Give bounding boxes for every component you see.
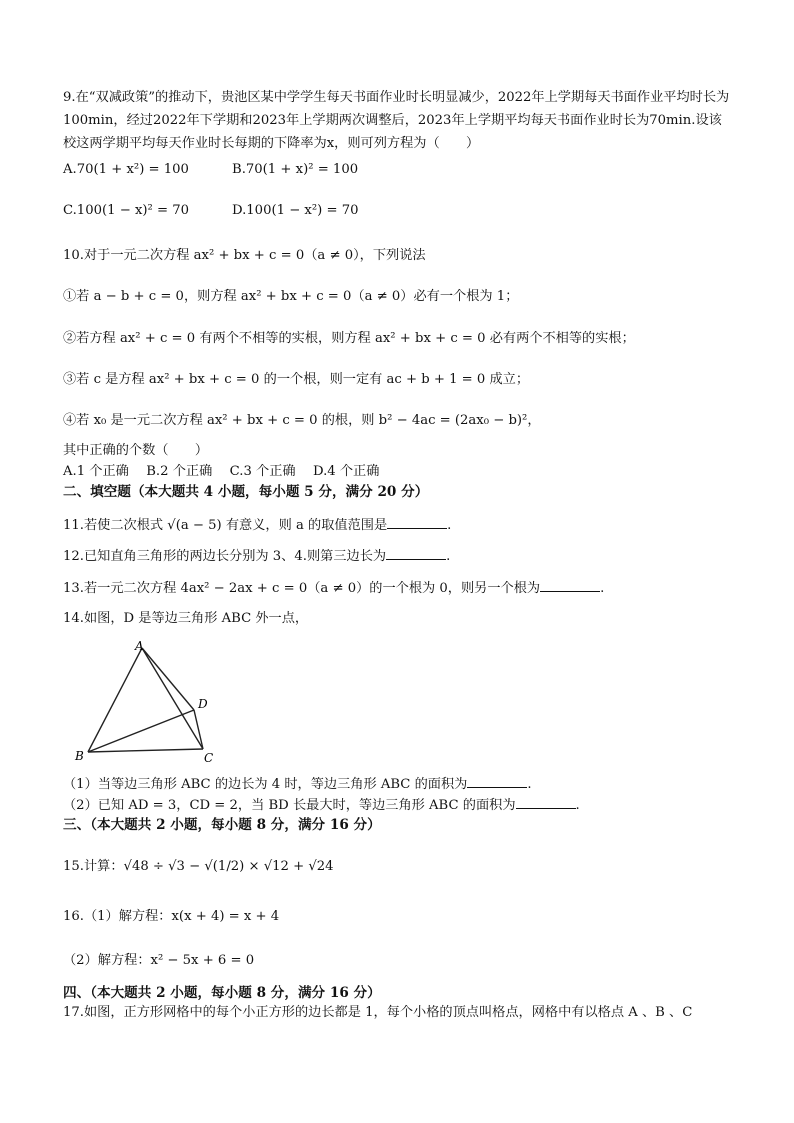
q10-stem: 10.对于一元二次方程 ax² + bx + c = 0（a ≠ 0），下列说法 [63,248,426,263]
q9-option-a: A.70(1 + x²) = 100 [63,162,189,177]
section-2-heading: 二、填空题（本大题共 4 小题，每小题 5 分，满分 20 分） [63,484,429,500]
q11 [63,515,451,536]
q14-part-1-answer-blank[interactable] [467,774,527,788]
q11-text: 11.若使二次根式 √(a − 5) 有意义，则 a 的取值范围是 [63,518,388,533]
q10-options: A.1 个正确 B.2 个正确 C.3 个正确 D.4 个正确 [63,464,380,479]
segment-ad [142,648,194,710]
q10-statement-1: ①若 a − b + c = 0，则方程 ax² + bx + c = 0（a ≠ 0）必有一个根为 1； [63,289,519,304]
q9-stem: 9.在“双减政策”的推动下，贵池区某中学学生每天书面作业时长明显减少，2022年上学期每天书面作业平均时长为100min，经过2022年下学期和2023年上学期两次调整后，2023年上学期平均每天书面作业时长为70min.设该校这两学期平均每天作业时长每期的下降率为x，则可列方程为（ ） [63,90,730,151]
q14-stem: 14.如图，D 是等边三角形 ABC 外一点， [63,611,309,626]
q13-answer-blank[interactable] [540,578,600,592]
q16-part-1: 16.（1）解方程：x(x + 4) = x + 4 [63,909,280,924]
q10-ask: 其中正确的个数（ ） [63,443,209,458]
q14-triangle-figure [70,638,230,770]
q9-option-c: C.100(1 − x)² = 70 [63,203,190,218]
q12 [63,546,450,567]
q14-part-2-answer-blank[interactable] [516,795,576,809]
q15: 15.计算：√48 ÷ √3 − √(1/2) × √12 + √24 [63,859,334,874]
segment-ab [88,648,142,752]
q10-statement-3: ③若 c 是方程 ax² + bx + c = 0 的一个根，则一定有 ac + b + 1 = 0 成立； [63,372,530,387]
q14-part-1-text: （1）当等边三角形 ABC 的边长为 4 时，等边三角形 ABC 的面积为 [63,777,468,792]
q14-part-2-end: . [575,798,580,813]
q14-part-2 [63,795,580,816]
q11-end: . [447,518,452,533]
q10-statement-4: ④若 x₀ 是一元二次方程 ax² + bx + c = 0 的根，则 b² − 4ac = (2ax₀ − b)²， [63,413,541,428]
vertex-label-a: A [135,639,144,653]
q10-statement-2: ②若方程 ax² + c = 0 有两个不相等的实根，则方程 ax² + bx + c = 0 必有两个不相等的实根； [63,331,635,346]
vertex-label-b: B [75,749,84,763]
section-4-heading: 四、（本大题共 2 小题，每小题 8 分，满分 16 分） [63,985,381,1001]
q13-text: 13.若一元二次方程 4ax² − 2ax + c = 0（a ≠ 0）的一个根为 0，则另一个根为 [63,581,541,596]
q9-option-d: D.100(1 − x²) = 70 [232,203,359,218]
q11-answer-blank[interactable] [387,515,447,529]
section-3-heading: 三、（本大题共 2 小题，每小题 8 分，满分 16 分） [63,817,381,833]
q12-answer-blank[interactable] [386,546,446,560]
segment-bc [88,749,203,752]
segment-ac [142,648,203,749]
q12-text: 12.已知直角三角形的两边长分别为 3、4.则第三边长为 [63,549,387,564]
q17-stem: 17.如图，正方形网格中的每个小正方形的边长都是 1，每个小格的顶点叫格点，网格中有以格点 A 、B 、C [63,1005,693,1020]
vertex-label-d: D [198,697,208,711]
q9-option-b: B.70(1 + x)² = 100 [232,162,359,177]
q14-part-1 [63,774,532,795]
q14-part-1-end: . [527,777,532,792]
q12-end: . [446,549,451,564]
q13 [63,578,604,599]
segment-bd [88,710,194,752]
q13-end: . [600,581,605,596]
vertex-label-c: C [204,751,214,765]
q16-part-2: （2）解方程：x² − 5x + 6 = 0 [63,953,255,968]
segment-dc [194,710,203,749]
q14-part-2-text: （2）已知 AD = 3，CD = 2，当 BD 长最大时，等边三角形 ABC 的面积为 [63,798,516,813]
